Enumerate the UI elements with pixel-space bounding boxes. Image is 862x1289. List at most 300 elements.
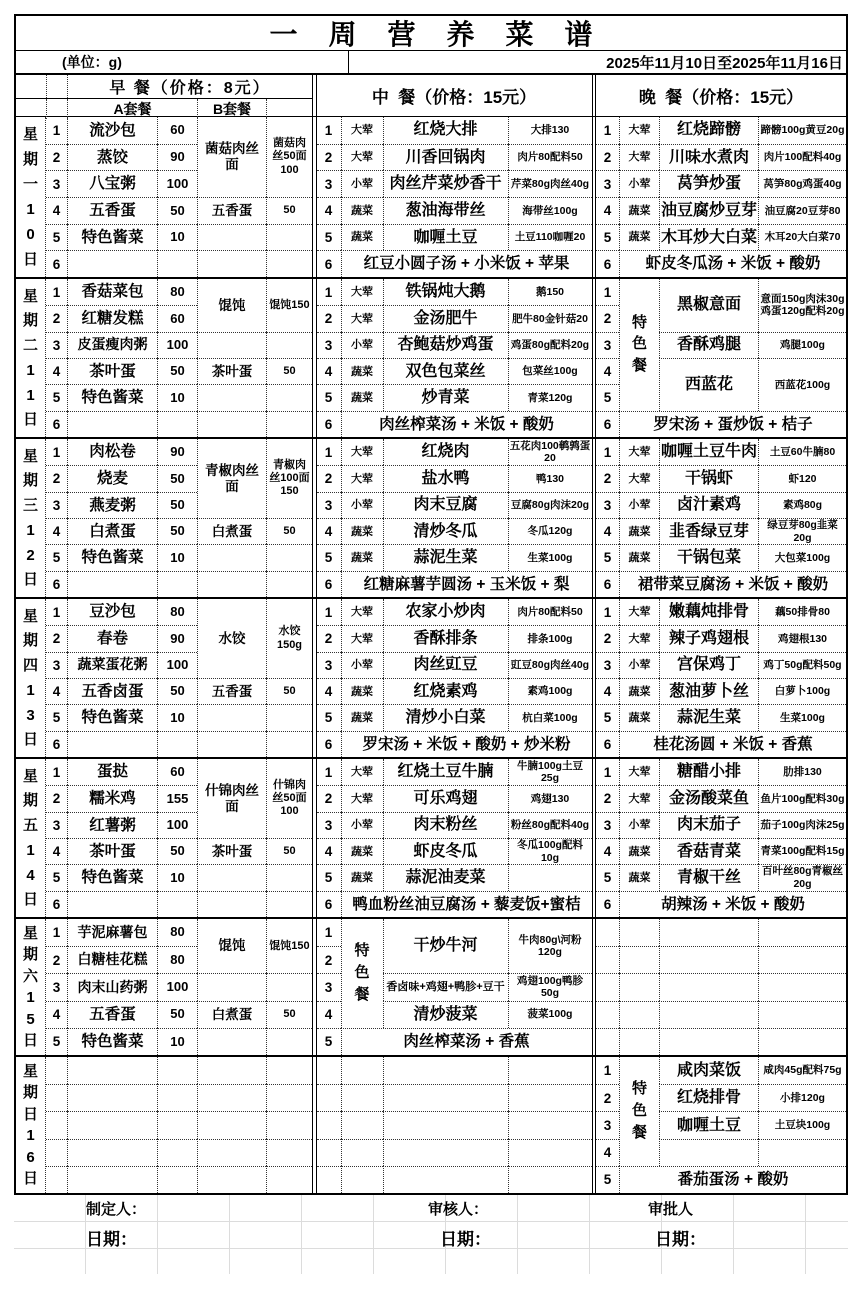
breakfast-b-amount: 菌菇肉丝50面100 <box>266 117 312 197</box>
category-cell: 大荤 <box>341 625 383 651</box>
dish-cell: 肉末豆腐 <box>383 492 508 518</box>
lunch-section <box>316 759 593 917</box>
dinner-section <box>595 1057 846 1193</box>
row-number: 6 <box>46 891 67 917</box>
breakfast-a-amount: 80 <box>157 599 197 625</box>
category-cell: 大荤 <box>341 465 383 491</box>
empty-cell <box>157 1166 197 1193</box>
breakfast-section <box>16 759 313 917</box>
empty-cell <box>197 411 266 437</box>
empty-cell <box>619 919 659 946</box>
row-number: 3 <box>46 973 67 1000</box>
empty-cell <box>508 1084 592 1111</box>
breakfast-b-amount: 50 <box>266 838 312 864</box>
day-label-char: 星 <box>22 924 38 942</box>
category-cell: 大荤 <box>619 625 659 651</box>
row-number: 2 <box>317 946 341 973</box>
portion-cell: 藕50排骨80 <box>758 599 846 625</box>
maker-date-label: 日期： <box>86 1230 137 1249</box>
dish-cell: 金汤肥牛 <box>383 305 508 331</box>
category-cell: 蔬菜 <box>619 838 659 864</box>
portion-cell: 鸡蛋80g配料20g <box>508 332 592 358</box>
dish-cell: 红烧素鸡 <box>383 678 508 704</box>
breakfast-b-amount: 50 <box>266 197 312 224</box>
dish-cell: 肉末茄子 <box>659 812 758 838</box>
lunch-section <box>316 599 593 757</box>
row-number: 3 <box>596 170 619 197</box>
row-number: 1 <box>52 444 61 460</box>
empty-cell <box>46 1084 67 1111</box>
row-number: 2 <box>46 785 67 811</box>
combo-cell: 裙带菜豆腐汤 + 米饭 + 酸奶 <box>619 571 846 597</box>
breakfast-a-amount <box>157 411 197 437</box>
portion-cell: 粉丝80g配料40g <box>508 812 592 838</box>
portion-cell: 排条100g <box>508 625 592 651</box>
category-cell: 蔬菜 <box>341 704 383 730</box>
row-number: 6 <box>317 571 341 597</box>
row-number: 5 <box>596 1166 619 1193</box>
empty-cell <box>758 1001 846 1028</box>
day-label-char: 日 <box>22 251 38 268</box>
breakfast-b-amount: 50 <box>266 358 312 384</box>
row-number: 6 <box>596 891 619 917</box>
dish-cell: 双色包菜丝 <box>383 358 508 384</box>
breakfast-b-dish: 五香蛋 <box>197 678 266 704</box>
portion-cell <box>758 1139 846 1166</box>
dish-cell: 清炒菠菜 <box>383 1001 508 1028</box>
row-number: 1 <box>324 925 333 941</box>
category-cell: 蔬菜 <box>341 384 383 410</box>
portion-cell: 鹅150 <box>508 279 592 305</box>
row-number: 3 <box>317 492 341 518</box>
day-label-char: 1 <box>26 989 35 1007</box>
empty-cell <box>197 704 266 730</box>
row-number: 5 <box>596 704 619 730</box>
breakfast-a-dish: 特色酱菜 <box>67 864 157 890</box>
dish-cell: 盐水鸭 <box>383 465 508 491</box>
dish-cell: 红烧排骨 <box>659 1084 758 1111</box>
empty-cell <box>197 973 266 1000</box>
day-label-char: 期 <box>22 151 38 168</box>
day-label-char: 星 <box>22 287 38 305</box>
row-number: 3 <box>46 492 67 518</box>
breakfast-b-amount: 馄饨150 <box>266 919 312 973</box>
day-label-char: 星 <box>22 767 38 785</box>
dish-cell: 青椒干丝 <box>659 864 758 890</box>
dish-cell: 咖喱土豆牛肉 <box>659 439 758 465</box>
dish-cell: 川香回锅肉 <box>383 144 508 171</box>
row-number: 3 <box>317 973 341 1000</box>
breakfast-grid <box>46 759 312 917</box>
empty-cell <box>197 1057 266 1084</box>
empty-cell <box>197 544 266 570</box>
breakfast-a-amount: 10 <box>157 384 197 410</box>
breakfast-a-amount: 100 <box>157 170 197 197</box>
day-label-char: 1 <box>26 681 35 699</box>
row-number: 5 <box>317 224 341 251</box>
breakfast-a-amount: 60 <box>157 759 197 785</box>
empty-cell <box>383 1139 508 1166</box>
row-number: 6 <box>596 731 619 757</box>
empty-cell <box>197 1139 266 1166</box>
row-number: 2 <box>46 946 67 973</box>
empty-cell <box>317 1057 341 1084</box>
empty-cell <box>659 1001 758 1028</box>
dish-cell: 咸肉菜饭 <box>659 1057 758 1084</box>
row-number: 4 <box>596 518 619 544</box>
row-number: 2 <box>317 785 341 811</box>
portion-cell: 杭白菜100g <box>508 704 592 730</box>
maker-label: 制定人： <box>86 1201 147 1218</box>
day-label-char: 日 <box>22 1105 38 1123</box>
day-block <box>16 437 846 597</box>
lunch-section <box>316 117 593 277</box>
row-number: 4 <box>317 1001 341 1028</box>
row-number: 5 <box>46 224 67 251</box>
dinner-section <box>595 599 846 757</box>
category-char: 特 <box>354 942 370 960</box>
row-number: 4 <box>317 197 341 224</box>
portion-cell: 鸡翅100g鸭胗50g <box>508 973 592 1000</box>
row-number: 1 <box>603 444 612 460</box>
breakfast-a-amount: 50 <box>157 1001 197 1028</box>
dinner-header: 晚 餐（价格：15元） <box>595 75 846 116</box>
breakfast-b-dish: 水饺 <box>197 599 266 678</box>
breakfast-a-amount: 50 <box>157 465 197 491</box>
empty-cell <box>67 1057 157 1084</box>
category-cell <box>619 1057 659 1166</box>
empty-cell <box>197 731 266 757</box>
row-number: 6 <box>317 891 341 917</box>
empty-cell <box>266 973 312 1000</box>
dish-cell: 肉丝芹菜炒香干 <box>383 170 508 197</box>
date-range: 2025年11月10日至2025年11月16日 <box>606 54 843 72</box>
row-number: 4 <box>46 518 67 544</box>
breakfast-b-amount: 水饺150g <box>266 599 312 678</box>
approver-date-label: 日期： <box>655 1230 706 1249</box>
row-number: 6 <box>317 250 341 277</box>
row-number: 6 <box>596 411 619 437</box>
dish-cell: 金汤酸菜鱼 <box>659 785 758 811</box>
day-label-char: 星 <box>22 1062 38 1080</box>
category-cell: 小荤 <box>341 652 383 678</box>
breakfast-a-amount: 50 <box>157 358 197 384</box>
breakfast-a-dish: 肉松卷 <box>67 439 157 465</box>
day-label-char: 期 <box>22 1084 38 1102</box>
breakfast-a-amount: 10 <box>157 1028 197 1055</box>
row-number: 4 <box>596 678 619 704</box>
portion-cell: 虾120 <box>758 465 846 491</box>
category-cell: 蔬菜 <box>619 678 659 704</box>
category-cell: 蔬菜 <box>341 678 383 704</box>
portion-cell: 素鸡100g <box>508 678 592 704</box>
breakfast-b-dish: 白煮蛋 <box>197 1001 266 1028</box>
day-label-char: 一 <box>22 176 38 193</box>
breakfast-a-dish: 特色酱菜 <box>67 224 157 251</box>
breakfast-a-amount: 90 <box>157 625 197 651</box>
row-number: 1 <box>324 604 333 620</box>
empty-cell <box>341 1084 383 1111</box>
empty-cell <box>619 973 659 1000</box>
empty-cell <box>596 1028 619 1055</box>
portion-cell: 鱼片100g配料30g <box>758 785 846 811</box>
portion-cell: 肋排130 <box>758 759 846 785</box>
empty-cell <box>317 1111 341 1138</box>
day-label-char: 3 <box>26 706 35 724</box>
breakfast-grid <box>46 919 312 1055</box>
category-char: 特 <box>631 313 647 331</box>
row-number: 6 <box>596 250 619 277</box>
portion-cell: 意面150g肉沫30g鸡蛋120g配料20g <box>758 279 846 332</box>
breakfast-a-amount: 50 <box>157 492 197 518</box>
day-label-char: 二 <box>22 337 38 355</box>
portion-cell: 大排130 <box>508 117 592 144</box>
row-number: 2 <box>317 144 341 171</box>
day-label-char: 6 <box>26 1148 35 1166</box>
footer <box>14 1195 848 1274</box>
day-label-char: 日 <box>22 571 38 589</box>
breakfast-b-amount: 50 <box>266 1001 312 1028</box>
dish-cell: 卤汁素鸡 <box>659 492 758 518</box>
portion-cell: 土豆110咖喱20 <box>508 224 592 251</box>
empty-cell <box>157 1139 197 1166</box>
day-block <box>16 1055 846 1193</box>
breakfast-a-dish: 糯米鸡 <box>67 785 157 811</box>
category-cell: 小荤 <box>619 492 659 518</box>
portion-cell: 蹄髈100g黄豆20g <box>758 117 846 144</box>
category-cell: 大荤 <box>341 117 383 144</box>
row-number: 4 <box>46 678 67 704</box>
category-cell: 蔬菜 <box>619 704 659 730</box>
category-cell: 大荤 <box>341 144 383 171</box>
day-block <box>16 117 846 277</box>
breakfast-b-dish: 白煮蛋 <box>197 518 266 544</box>
dish-cell: 黑椒意面 <box>659 279 758 332</box>
breakfast-a-amount: 80 <box>157 919 197 946</box>
category-cell: 蔬菜 <box>619 864 659 890</box>
day-block <box>16 917 846 1055</box>
category-cell: 小荤 <box>619 170 659 197</box>
row-number: 6 <box>46 571 67 597</box>
row-number: 5 <box>46 704 67 730</box>
breakfast-a-dish: 蔬菜蛋花粥 <box>67 652 157 678</box>
breakfast-b-amount: 青椒肉丝100面150 <box>266 439 312 518</box>
portion-cell: 鸭130 <box>508 465 592 491</box>
empty-cell <box>758 973 846 1000</box>
combo-cell: 虾皮冬瓜汤 + 米饭 + 酸奶 <box>619 250 846 277</box>
breakfast-section <box>16 279 313 437</box>
breakfast-a-dish: 特色酱菜 <box>67 1028 157 1055</box>
breakfast-a-amount: 80 <box>157 946 197 973</box>
dish-cell: 干锅包菜 <box>659 544 758 570</box>
empty-cell <box>619 1028 659 1055</box>
day-block <box>16 757 846 917</box>
dish-cell: 辣子鸡翅根 <box>659 625 758 651</box>
row-number: 2 <box>596 1084 619 1111</box>
category-cell: 大荤 <box>341 439 383 465</box>
empty-cell <box>197 1111 266 1138</box>
dinner-section <box>595 279 846 437</box>
row-number: 5 <box>317 864 341 890</box>
empty-cell <box>341 1139 383 1166</box>
portion-cell: 豆腐80g肉沫20g <box>508 492 592 518</box>
breakfast-a-dish: 皮蛋瘦肉粥 <box>67 332 157 358</box>
row-number: 1 <box>324 444 333 460</box>
category-cell: 小荤 <box>341 170 383 197</box>
empty-cell <box>157 1084 197 1111</box>
category-cell: 大荤 <box>619 144 659 171</box>
dish-cell <box>659 1139 758 1166</box>
dish-cell: 虾皮冬瓜 <box>383 838 508 864</box>
day-label-char: 1 <box>26 841 35 859</box>
breakfast-a-amount: 100 <box>157 812 197 838</box>
category-char: 色 <box>354 964 370 981</box>
portion-cell: 肉片80配料50 <box>508 599 592 625</box>
breakfast-a-dish: 五香蛋 <box>67 197 157 224</box>
empty-cell <box>341 1057 383 1084</box>
empty-cell <box>508 1139 592 1166</box>
portion-cell: 生菜100g <box>758 704 846 730</box>
row-number: 6 <box>46 411 67 437</box>
row-number: 1 <box>52 764 61 780</box>
day-label-char: 星 <box>22 126 38 143</box>
empty-cell <box>659 919 758 946</box>
dish-cell: 香卤味+鸡翅+鸭胗+豆干 <box>383 973 508 1000</box>
dish-cell: 红烧大排 <box>383 117 508 144</box>
empty-cell <box>67 1139 157 1166</box>
empty-cell <box>266 891 312 917</box>
breakfast-a-dish <box>67 731 157 757</box>
breakfast-b-dish: 五香蛋 <box>197 197 266 224</box>
portion-cell: 肥牛80金针菇20 <box>508 305 592 331</box>
row-number: 2 <box>596 144 619 171</box>
day-label <box>16 1057 46 1193</box>
portion-cell: 绿豆芽80g韭菜20g <box>758 518 846 544</box>
empty-cell <box>197 891 266 917</box>
category-cell: 大荤 <box>619 785 659 811</box>
portion-cell: 肉片80配料50 <box>508 144 592 171</box>
row-number: 6 <box>46 250 67 277</box>
row-number: 2 <box>317 305 341 331</box>
portion-cell: 土豆块100g <box>758 1111 846 1138</box>
breakfast-section <box>16 439 313 597</box>
row-number: 4 <box>596 197 619 224</box>
breakfast-a-dish: 特色酱菜 <box>67 384 157 410</box>
portion-cell: 大包菜100g <box>758 544 846 570</box>
breakfast-a-dish: 白糖桂花糕 <box>67 946 157 973</box>
breakfast-a-amount: 80 <box>157 279 197 305</box>
breakfast-a-amount: 10 <box>157 544 197 570</box>
dish-cell: 西蓝花 <box>659 358 758 411</box>
dish-cell: 川味水煮肉 <box>659 144 758 171</box>
row-number: 3 <box>317 652 341 678</box>
combo-cell: 罗宋汤 + 蛋炒饭 + 桔子 <box>619 411 846 437</box>
portion-cell: 青菜100g配料15g <box>758 838 846 864</box>
breakfast-b-dish: 茶叶蛋 <box>197 358 266 384</box>
breakfast-a-amount: 60 <box>157 117 197 144</box>
lunch-section <box>316 919 593 1055</box>
breakfast-a-amount <box>157 731 197 757</box>
row-number: 4 <box>317 678 341 704</box>
category-char: 餐 <box>631 357 647 375</box>
day-label <box>16 117 46 277</box>
day-label-char: 5 <box>26 1010 35 1028</box>
breakfast-a-dish: 五香蛋 <box>67 1001 157 1028</box>
row-number: 3 <box>46 812 67 838</box>
dish-cell: 咖喱土豆 <box>659 1111 758 1138</box>
breakfast-a-dish: 肉末山药粥 <box>67 973 157 1000</box>
dish-cell: 肉末粉丝 <box>383 812 508 838</box>
portion-cell: 百叶丝80g青椒丝20g <box>758 864 846 890</box>
breakfast-a-amount: 10 <box>157 864 197 890</box>
lunch-header: 中 餐（价格：15元） <box>316 75 593 116</box>
portion-cell: 冬瓜120g <box>508 518 592 544</box>
dish-cell: 葱油海带丝 <box>383 197 508 224</box>
dish-cell: 油豆腐炒豆芽 <box>659 197 758 224</box>
menu-sheet <box>14 14 848 1274</box>
day-label-char: 期 <box>22 946 38 964</box>
breakfast-grid <box>46 279 312 437</box>
breakfast-b-amount: 馄饨150 <box>266 279 312 332</box>
portion-cell: 冬瓜100g配料10g <box>508 838 592 864</box>
header-day-spacer <box>16 99 46 119</box>
row-number: 2 <box>596 625 619 651</box>
day-label-char: 五 <box>22 817 38 835</box>
category-cell: 蔬菜 <box>619 518 659 544</box>
row-number: 1 <box>324 764 333 780</box>
category-cell: 蔬菜 <box>341 544 383 570</box>
dish-cell: 韭香绿豆芽 <box>659 518 758 544</box>
empty-cell <box>67 1111 157 1138</box>
breakfast-a-dish: 特色酱菜 <box>67 544 157 570</box>
day-label-char: 1 <box>26 521 35 539</box>
breakfast-a-dish: 春卷 <box>67 625 157 651</box>
category-cell: 大荤 <box>341 759 383 785</box>
portion-cell: 豇豆80g肉丝40g <box>508 652 592 678</box>
row-number: 3 <box>46 652 67 678</box>
row-number: 5 <box>317 384 341 410</box>
combo-cell: 罗宋汤 + 米饭 + 酸奶 + 炒米粉 <box>341 731 592 757</box>
set-b-header: B套餐 <box>197 99 266 119</box>
day-label <box>16 599 46 757</box>
empty-cell <box>758 946 846 973</box>
dish-cell: 糖醋小排 <box>659 759 758 785</box>
breakfast-a-amount: 50 <box>157 518 197 544</box>
reviewer-label: 审核人： <box>428 1201 489 1218</box>
portion-cell <box>508 864 592 890</box>
row-number: 1 <box>52 122 61 138</box>
empty-cell <box>317 1166 341 1193</box>
empty-cell <box>266 544 312 570</box>
row-number: 6 <box>596 571 619 597</box>
breakfast-b-dish: 馄饨 <box>197 279 266 332</box>
row-number: 5 <box>596 864 619 890</box>
set-a-header: A套餐 <box>67 99 197 119</box>
row-number: 1 <box>324 284 333 300</box>
empty-cell <box>266 1084 312 1111</box>
portion-cell: 油豆腐20豆芽80 <box>758 197 846 224</box>
breakfast-a-amount: 50 <box>157 197 197 224</box>
portion-cell: 牛肉80g\河粉120g <box>508 919 592 973</box>
dish-cell: 嫩藕炖排骨 <box>659 599 758 625</box>
row-number: 1 <box>52 284 61 300</box>
empty-cell <box>266 384 312 410</box>
day-label <box>16 759 46 917</box>
row-number: 2 <box>596 785 619 811</box>
dinner-section <box>595 439 846 597</box>
row-number: 4 <box>46 1001 67 1028</box>
breakfast-a-dish: 芋泥麻薯包 <box>67 919 157 946</box>
